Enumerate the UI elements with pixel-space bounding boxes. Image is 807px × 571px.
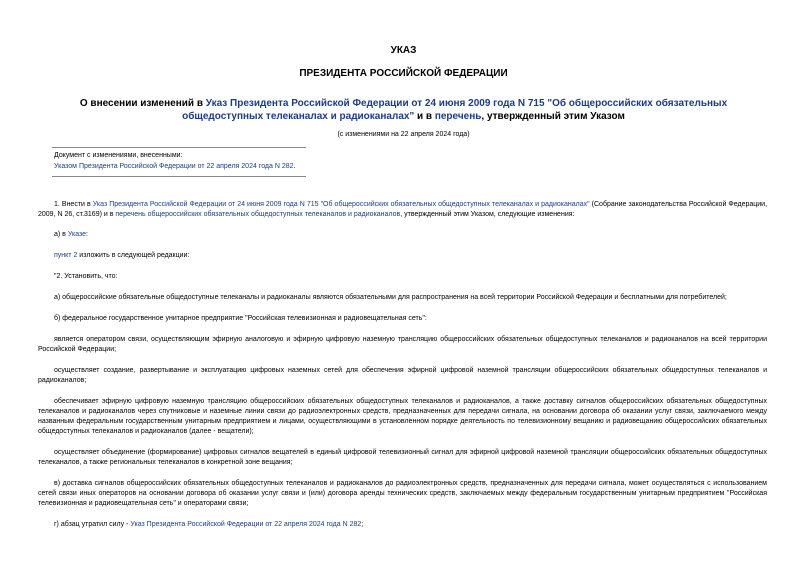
paragraph-text: , утвержденный этим Указом, следующие изменения:: [400, 211, 575, 218]
paragraph-j: в) доставка сигналов общероссийских обязательных общедоступных телеканалов и радиоканалов до радиоэлектронных средств, предназначенных для передачи сигнала, может осуществляться с использованием сетей связи иных операторов на основании договора об оказании услуг связи и (или) договора аренды технических средств, заключаемых между федеральным государственным унитарным предприятием "Российская телевизионная и радиовещательная сеть" и операторами связи;: [38, 480, 767, 507]
amendment-suffix: .: [293, 163, 296, 170]
paragraph-d: а) общероссийские обязательные общедоступные телеканалы и радиоканалы являются обязательными для распространения на всей территории Российской Федерации и бесплатными для потребителей;: [54, 294, 727, 301]
amending-decree-link[interactable]: Указом Президента Российской Федерации от 22 апреля 2024 года N 282: [54, 163, 294, 170]
paragraph-text: ;: [361, 521, 364, 528]
paragraph-text: (Собрание законодательства Российской Федерации, 2009, N 26, ст.3169) и в: [38, 201, 768, 218]
paragraph-1: [38, 200, 767, 220]
paragraph-a: [38, 230, 767, 240]
paragraph-text: 1. Внести в: [54, 201, 93, 208]
amendment-entry: [54, 161, 296, 172]
paragraph-f: является оператором связи, осуществляющим эфирную аналоговую и эфирную цифровую наземную трансляцию общероссийских обязательных общедоступных телеканалов и радиоканалов на всей территории Российской Федерации;: [38, 336, 767, 353]
amendment-intro: Документ с изменениями, внесенными:: [54, 152, 183, 159]
decree-issuer: ПРЕЗИДЕНТА РОССИЙСКОЙ ФЕДЕРАЦИИ: [299, 68, 508, 79]
paragraph-text: изложить в следующей редакции:: [77, 252, 190, 259]
channel-list-link[interactable]: перечень общероссийских обязательных общедоступных телеканалов и радиоканалов: [115, 211, 401, 218]
edition-note: (с изменениями на 22 апреля 2024 года): [337, 131, 470, 138]
heading-text: О внесении изменений в: [79, 98, 206, 109]
heading-decree-link[interactable]: Указ Президента Российской Федерации от 24 июня 2009 года N 715 "Об общероссийских обязательных общедоступных телеканалах и радиоканалах": [182, 98, 728, 122]
decree-282-link[interactable]: Указ Президента Российской Федерации от 22 апреля 2024 года N 282: [130, 521, 362, 528]
heading-text: , утвержденный этим Указом: [481, 111, 625, 122]
paragraph-text: :: [86, 231, 88, 238]
paragraph-i: осуществляет объединение (формирование) цифровых сигналов вещателей в единый цифровой телевизионный сигнал для эфирной цифровой наземной трансляции общероссийских обязательных общедоступных телеканалов, а также региональных телеканалов в конкретной зоне вещания;: [38, 449, 767, 466]
amendment-box-top-rule: [52, 147, 306, 148]
paragraph-k: [38, 520, 767, 530]
decree-title: УКАЗ: [390, 45, 417, 56]
decree-link[interactable]: Указе: [67, 231, 87, 238]
paragraph-e: б) федеральное государственное унитарное предприятие "Российская телевизионная и радиовещательная сеть":: [54, 315, 427, 322]
paragraph-c: "2. Установить, что:: [54, 273, 118, 280]
point-2-link[interactable]: пункт 2: [54, 252, 78, 259]
heading-text: и в: [414, 111, 435, 122]
decree-715-link[interactable]: Указ Президента Российской Федерации от 24 июня 2009 года N 715 "Об общероссийских обязательных общедоступных телеканалах и радиоканалах": [92, 201, 590, 208]
paragraph-h: обеспечивает эфирную цифровую наземную трансляцию общероссийских обязательных общедоступных телеканалов и радиоканалов, а также доставку сигналов общероссийских обязательных общедоступных телеканалов и радиоканалов через спутниковые и наземные линии связи до радиоэлектронных средств, предназначенных для передачи сигнала, на основании договора об оказании услуг связи, заключаемого между названным федеральным государственным унитарным предприятием и лицами, осуществляющими в установленном порядке деятельность по телевизионному вещанию и радиовещанию общероссийских обязательных общедоступных телеканалов и радиоканалов (далее - вещатели);: [38, 398, 767, 435]
paragraph-g: осуществляет создание, развертывание и эксплуатацию цифровых наземных сетей для обеспечения эфирной цифровой наземной трансляции общероссийских обязательных общедоступных телеканалов и радиоканалов;: [38, 367, 767, 384]
paragraph-text: г) абзац утратил силу -: [54, 521, 131, 528]
heading-list-link[interactable]: перечень: [434, 111, 482, 122]
paragraph-text: а) в: [54, 231, 68, 238]
document-heading: [40, 97, 767, 123]
paragraph-b: [38, 251, 767, 261]
amendment-box-bottom-rule: [52, 176, 306, 177]
